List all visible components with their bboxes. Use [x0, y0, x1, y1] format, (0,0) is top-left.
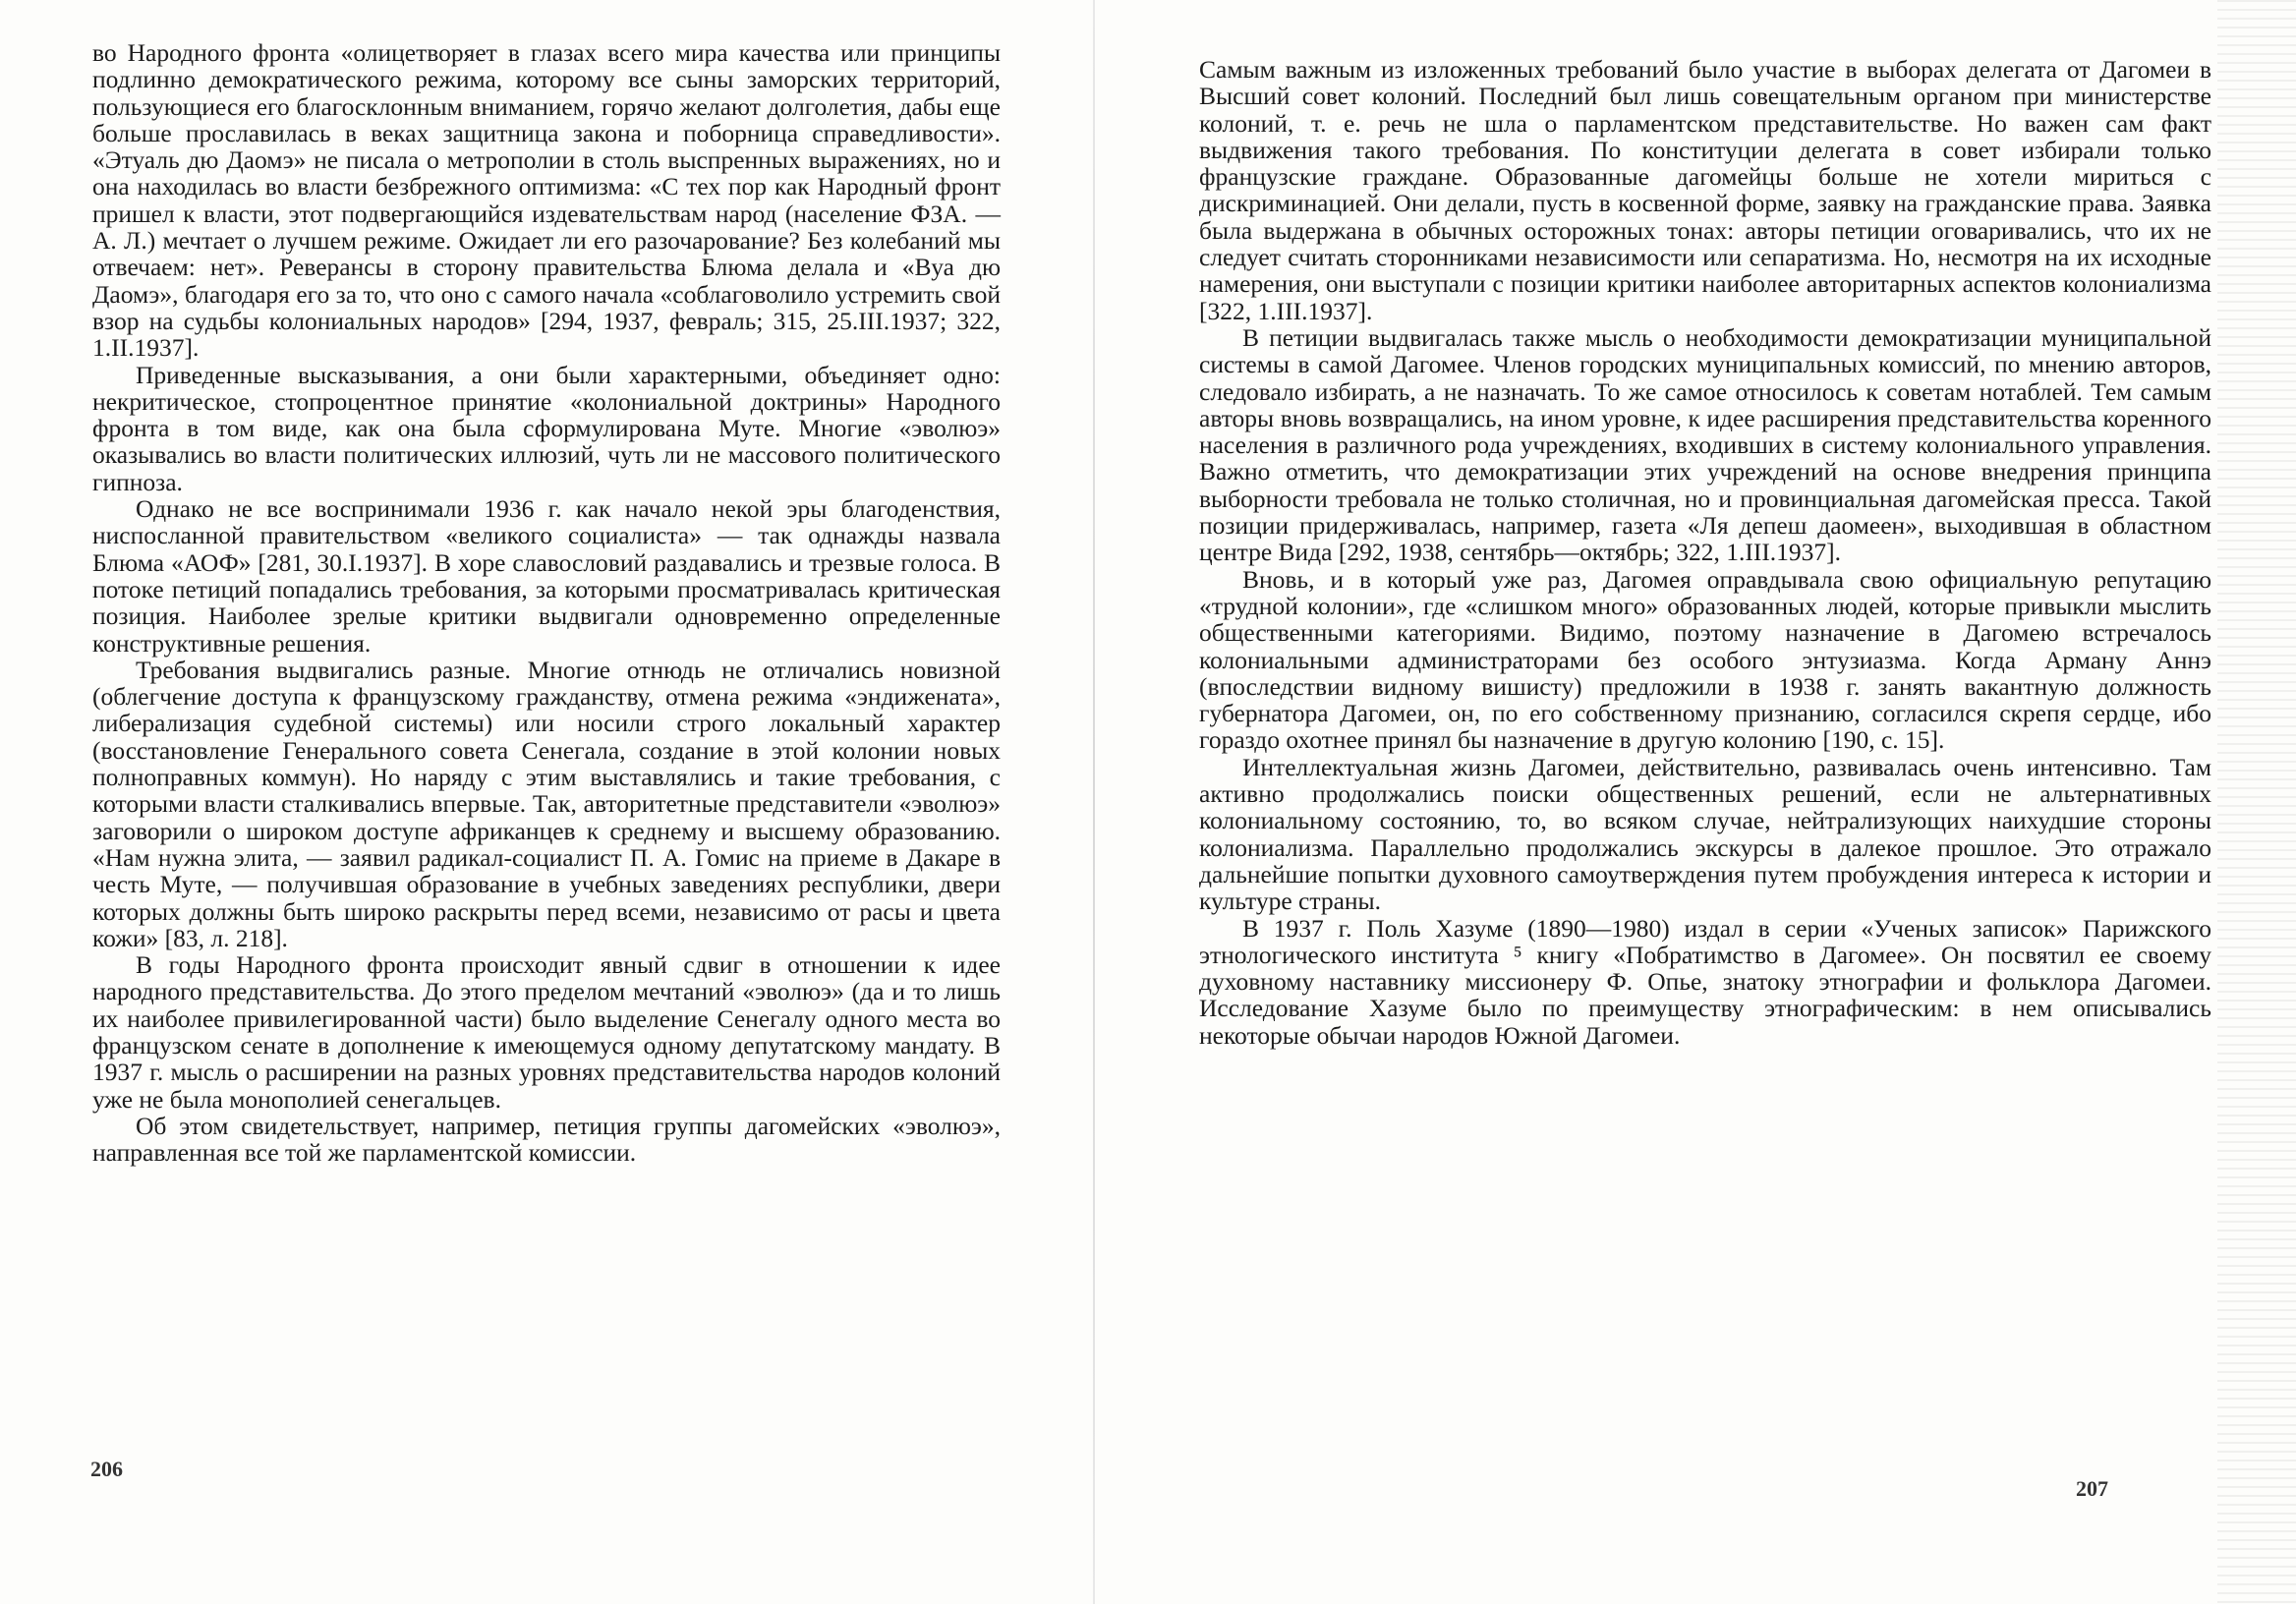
page-number-right: 207: [2076, 1476, 2108, 1501]
page-edge-marks: [2217, 0, 2296, 1604]
paragraph: В петиции выдвигалась также мысль о необходимости демократизации муниципальной системы в самой Дагомее. Членов городских муниципальных комиссий, по мнению авторов, следовало избирать, а не назначать. То же самое относилось к советам нотаблей. Тем самым авторы вновь возвращались, на ином уровне, к идее расширения представительства коренного населения в различного рода учреждениях, входивших в систему колониального управления. Важно отметить, что демократизации этих учреждений на основе внедрения принципа выборности требовала не только столичная, но и провинциальная дагомейская пресса. Такой позиции придерживалась, например, газета «Ля депеш даомеен», выходившая в областном центре Вида [292, 1938, сентябрь—октябрь; 322, 1.III.1937].: [1199, 322, 2211, 567]
paragraph: Самым важным из изложенных требований было участие в выборах делегата от Дагомеи в Высший совет колоний. Последний был лишь совещательным органом при министерстве колоний, т. е. речь не шла о парламентском представительстве. Но важен сам факт выдвижения такого требования. По конституции делегата в совет избирали только французские граждане. Образованные дагомейцы больше не хотели мириться с дискриминацией. Они делали, пусть в косвенной форме, заявку на гражданские права. Заявка была выдержана в обычных осторожных тонах: авторы петиции оговаривались, что их не следует считать сторонниками независимости или сепаратизма. Но, несмотря на их исходные намерения, они выступали с позиции критики наиболее авторитарных аспектов колониализма [322, 1.III.1937].: [1199, 55, 2211, 325]
book-gutter: [1093, 0, 1095, 1604]
left-text-column: [92, 39, 1001, 1166]
paragraph: во Народного фронта «олицетворяет в глазах всего мира качества или принципы подлинно демократического режима, которому все сыны заморских территорий, пользующиеся его благосклонным вниманием, горячо желают долголетия, дабы еще больше прославилась в веках защитница закона и поборница справедливости». «Этуаль дю Даомэ» не писала о метрополии в столь выспренных выражениях, но и она находилась во власти безбрежного оптимизма: «С тех пор как Народный фронт пришел к власти, этот подвергающийся издевательствам народ (население ФЗА. — А. Л.) мечтает о лучшем режиме. Ожидает ли его разочарование? Без колебаний мы отвечаем: нет». Реверансы в сторону правительства Блюма делала и «Вуа дю Даомэ», благодаря его за то, что оно с самого начала «соблаговолило устремить свой взор на судьбы колониальных народов» [294, 1937, февраль; 315, 25.III.1937; 322, 1.II.1937].: [92, 38, 1001, 363]
paragraph: В годы Народного фронта происходит явный сдвиг в отношении к идее народного представительства. До этого пределом мечтаний «эволюэ» (да и то лишь их наиболее привилегированной части) было выделение Сенегалу одного места во французском сенате в дополнение к имеющемуся одному депутатскому мандату. В 1937 г. мысль о расширении на разных уровнях представительства народов колоний уже не была монополией сенегальцев.: [92, 950, 1001, 1114]
paragraph: Однако не все воспринимали 1936 г. как начало некой эры благоденствия, ниспосланной правительством «великого социалиста» — так однажды назвала Блюма «АОФ» [281, 30.I.1937]. В хоре славословий раздавались и трезвые голоса. В потоке петиций попадались требования, за которыми просматривалась критическая позиция. Наиболее зрелые критики выдвигали одновременно определенные конструктивные решения.: [92, 494, 1001, 658]
paragraph: Вновь, и в который уже раз, Дагомея оправдывала свою официальную репутацию «трудной колонии», где «слишком много» образованных людей, которые привыкли мыслить общественными категориями. Видимо, поэтому назначение в Дагомею встречалось колониальными администраторами без особого энтузиазма. Когда Арману Аннэ (впоследствии видному вишисту) предложили в 1938 г. занять вакантную должность губернатора Дагомеи, он, по его собственному признанию, согласился скрепя сердце, ибо гораздо охотнее принял бы назначение в другую колонию [190, с. 15].: [1199, 564, 2211, 755]
right-page: [1101, 0, 2296, 1604]
right-text-column: [1199, 56, 2211, 1049]
page-number-left: 206: [90, 1457, 123, 1481]
paragraph: В 1937 г. Поль Хазуме (1890—1980) издал в серии «Ученых записок» Парижского этнологического института ⁵ книгу «Побратимство в Дагомее». Он посвятил ее своему духовному наставнику миссионеру Ф. Опье, знатоку этнографии и фольклора Дагомеи. Исследование Хазуме было по преимуществу этнографическим: в нем описывались некоторые обычаи народов Южной Дагомеи.: [1199, 913, 2211, 1050]
paragraph: Интеллектуальная жизнь Дагомеи, действительно, развивалась очень интенсивно. Там активно продолжались поиски общественных решений, если не альтернативных колониальному состоянию, то, во всяком случае, нейтрализующих наихудшие стороны колониализма. Параллельно продолжались экскурсы в далекое прошлое. Это отражало дальнейшие попытки духовного самоутверждения путем пробуждения интереса к истории и культуре страны.: [1199, 752, 2211, 916]
paragraph: Требования выдвигались разные. Многие отнюдь не отличались новизной (облегчение доступа к французскому гражданству, отмена режима «эндижената», либерализация судебной системы) или носили строго локальный характер (восстановление Генерального совета Сенегала, создание в этой колонии новых полноправных коммун). Но наряду с этим выставлялись и такие требования, с которыми власти сталкивались впервые. Так, авторитетные представители «эволюэ» заговорили о широком доступе африканцев к среднему и высшему образованию. «Нам нужна элита, — заявил радикал-социалист П. А. Гомис на приеме в Дакаре в честь Муте, — получившая образование в учебных заведениях республики, двери которых должны быть широко раскрыты перед всеми, независимо от расы и цвета кожи» [83, л. 218].: [92, 655, 1001, 952]
left-page: [0, 0, 1101, 1604]
paragraph: Приведенные высказывания, а они были характерными, объединяет одно: некритическое, стопроцентное принятие «колониальной доктрины» Народного фронта в том виде, как она была сформулирована Муте. Многие «эволюэ» оказывались во власти политических иллюзий, чуть ли не массового политического гипноза.: [92, 360, 1001, 496]
paragraph: Об этом свидетельствует, например, петиция группы дагомейских «эволюэ», направленная все той же парламентской комиссии.: [92, 1111, 1001, 1168]
